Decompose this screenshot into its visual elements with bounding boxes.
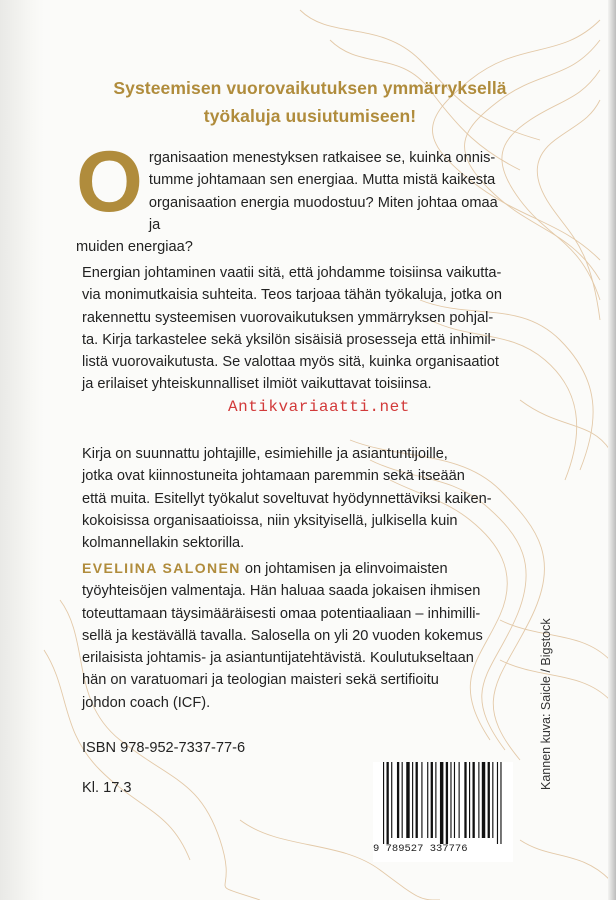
barcode-bar	[416, 762, 418, 838]
barcode-bar	[412, 762, 413, 838]
right-edge	[608, 0, 616, 900]
barcode-bar	[383, 762, 384, 844]
paragraph-line: via monimutkaisia suhteita. Teos tarjoaa tähän työkaluja, jotka on	[82, 287, 502, 304]
barcode	[373, 762, 513, 862]
intro-paragraph	[76, 134, 512, 258]
barcode-bar	[440, 762, 443, 844]
barcode-bar	[406, 762, 409, 838]
paragraph-line: toteuttamaan täysimääräisesti omaa potentiaaliaan – inhimilli-	[82, 605, 481, 622]
barcode-digits: 9 789527 337776	[373, 843, 468, 855]
barcode-bar	[473, 762, 475, 838]
paragraph-line: ta. Kirja tarkastelee sekä yksilön sisäisiä prosesseja että inhimil-	[82, 331, 496, 348]
barcode-bar	[500, 762, 501, 844]
cover-credit-wrap	[539, 618, 616, 804]
paragraph-energy	[82, 262, 512, 396]
barcode-bar	[397, 762, 399, 838]
paragraph-line: rakennettu systeemisen vuorovaikutuksen ymmärryksen pohjal-	[82, 309, 494, 326]
intro-line: muiden energiaa?	[76, 239, 193, 256]
author-bio	[82, 557, 512, 714]
paragraph-audience	[82, 443, 512, 554]
barcode-bar	[464, 762, 466, 838]
barcode-bars	[373, 762, 513, 844]
author-bio-first-line	[82, 557, 512, 580]
paragraph-line: johdon coach (ICF).	[82, 694, 211, 711]
isbn: ISBN 978-952-7337-77-6	[82, 740, 246, 756]
paragraph-line: kokoisissa organisaatioissa, niin yksityisellä, julkisella kuin	[82, 512, 458, 529]
paragraph-line: hän on varatuomari ja teologian maisteri sekä sertifioitu	[82, 672, 439, 689]
barcode-bar	[459, 762, 460, 838]
tagline-line-2: työkaluja uusiutumiseen!	[203, 106, 417, 126]
tagline	[60, 74, 560, 130]
paragraph-line: Kirja on suunnattu johtajille, esimiehille ja asiantuntijoille,	[82, 446, 448, 462]
barcode-bar	[482, 762, 485, 838]
drop-cap: O	[76, 134, 143, 230]
barcode-bar	[435, 762, 436, 838]
barcode-bar	[391, 762, 392, 838]
paragraph-line: listä vuorovaikutusta. Se valottaa myös sitä, kuinka organisaatiot	[82, 354, 499, 371]
barcode-bar	[421, 762, 422, 838]
paragraph-line: kolmannellakin sektorilla.	[82, 535, 245, 552]
barcode-bar	[446, 762, 448, 844]
classification: Kl. 17.3	[82, 780, 132, 796]
intro-line: tumme johtamaan sen energiaa. Mutta mistä kaikesta	[148, 172, 496, 189]
barcode-bar	[497, 762, 498, 844]
intro-line: organisaation energia muodostuu? Miten johtaa omaa ja	[148, 194, 498, 233]
barcode-bar	[431, 762, 433, 838]
barcode-bar	[387, 762, 389, 844]
paragraph-line: että muita. Esitellyt työkalut soveltuvat hyödynnettäviksi kaiken-	[82, 490, 492, 507]
paragraph-line: erilaisista johtamis- ja asiantuntijatehtävistä. Koulutukseltaan	[82, 650, 474, 667]
watermark: Antikvariaatti.net	[228, 398, 410, 416]
author-name: EVELIINA SALONEN	[82, 560, 241, 576]
paragraph-line: jotka ovat kiinnostuneita johtamaan paremmin sekä itseään	[82, 468, 465, 485]
paragraph-line: ja erilaiset yhteiskunnalliset ilmiöt vaikuttavat toisiinsa.	[82, 376, 432, 393]
barcode-bar	[492, 762, 493, 838]
barcode-bar	[454, 762, 455, 838]
paragraph-line: sellä ja kestävällä tavalla. Salosella on yli 20 vuoden kokemus	[82, 627, 483, 644]
barcode-bar	[402, 762, 403, 838]
barcode-bar	[478, 762, 479, 838]
barcode-bar	[450, 762, 451, 838]
tagline-line-1: Systeemisen vuorovaikutuksen ymmärryksellä	[113, 78, 507, 98]
paragraph-line: työyhteisöjen valmentaja. Hän haluaa saada jokaisen ihmisen	[82, 583, 481, 600]
barcode-bar	[469, 762, 470, 838]
paragraph-line: Energian johtaminen vaatii sitä, että johdamme toisiinsa vaikutta-	[82, 265, 502, 281]
author-bio-text: on johtamisen ja elinvoimaisten	[240, 561, 448, 577]
barcode-bar	[427, 762, 428, 838]
intro-line: rganisaation menestyksen ratkaisee se, kuinka onnis-	[148, 150, 496, 166]
cover-credit: Kannen kuva: Saicle / Bigstock	[539, 618, 553, 790]
barcode-bar	[488, 762, 490, 838]
